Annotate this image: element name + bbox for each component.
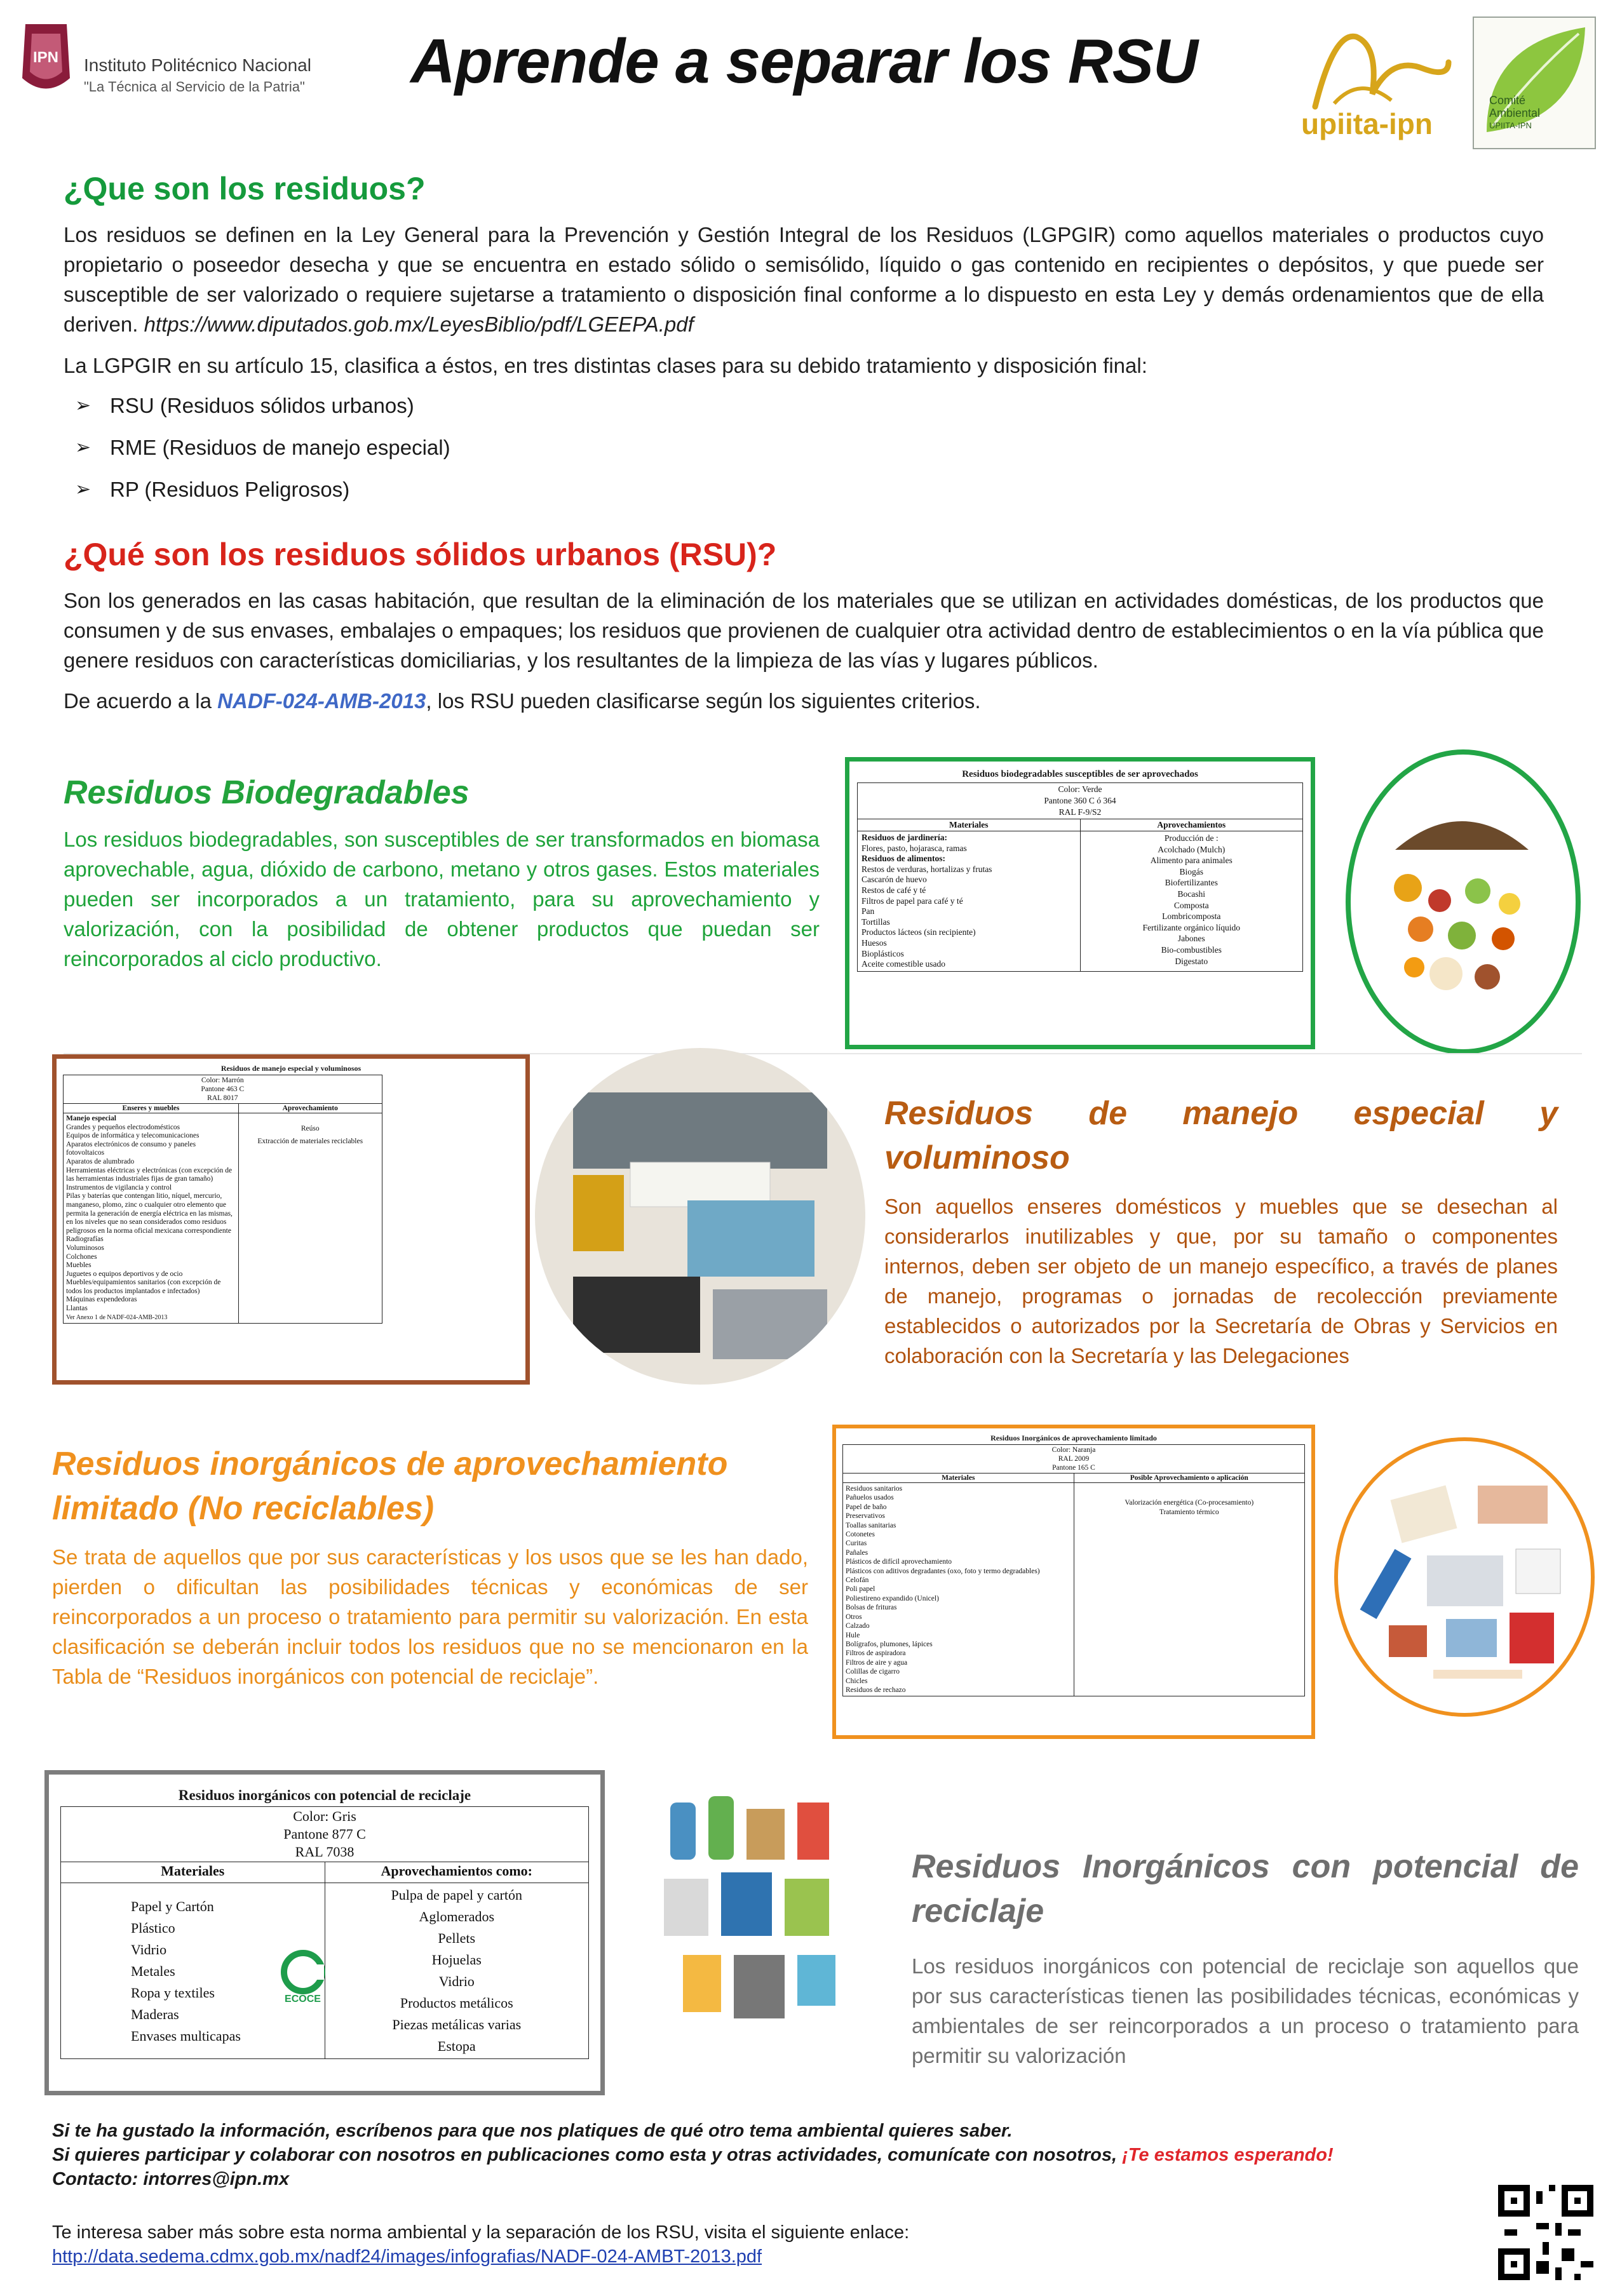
upiita-label: upiita-ipn [1301,107,1433,140]
footer-highlight: ¡Te estamos esperando! [1122,2145,1334,2165]
inorg-rec-table-ral: RAL 7038 [295,1844,355,1860]
footer-contact[interactable]: Contacto: intorres@ipn.mx [52,2169,290,2189]
inorg-rec-table [60,1806,589,2059]
organic-waste-icon [1351,755,1576,1049]
inorg-rec-col-uses: Aprovechamientos como: [325,1862,589,1883]
footer-line1: Si te ha gustado la información, escríbenos para que nos platiques de qué otro tema ambiental quieres saber. [52,2121,1013,2141]
bio-image [1346,749,1581,1054]
bio-col-materials: Materiales [858,819,1081,831]
rme-col-uses: Aprovechamiento [238,1104,382,1113]
ipn-name-line2: "La Técnica al Servicio de la Patria" [84,79,305,95]
bio-table-color: Color: Verde [1058,784,1102,794]
rme-table-pantone: Pantone 463 C [201,1085,245,1093]
list-item: ➢ RP (Residuos Peligrosos) [75,469,1028,511]
inorg-rec-table-title: Residuos inorgánicos con potencial de reciclaje [178,1787,471,1803]
rme-table-ral: RAL 8017 [207,1094,238,1102]
recyclable-waste-icon [626,1764,893,2069]
inorg-rec-paragraph: Los residuos inorgánicos con potencial de reciclaje son aquellos que por sus características tienen las posibilidades técnicas, económicas y ambientales de ser reincorporados a un proceso o tratamiento para permitir su valorización [912,1954,1579,2067]
inorg-rec-table-color: Color: Gris [293,1808,356,1824]
inorg-rec-uses-cell: Pulpa de papel y cartón Aglomerados Pellets Hojuelas Vidrio Productos metálicos Piezas metálicas varias Estopa ECOCE [325,1883,589,2059]
rme-table-title: Residuos de manejo especial y voluminosos [220,1064,361,1073]
bio-table-card [845,757,1315,1049]
rme-paragraph: Son aquellos enseres domésticos y muebles que se desechan al considerarlos inutilizables y que, por su tamaño o componentes internos, deben ser objeto de un manejo específico, a través de planes de manejo, programas o jornadas de recolección previamente establecidos o autorizados por la Secretaría de Obras y Servicios en colaboración con la Secretaría y las Delegaciones [884,1195,1558,1367]
rsu-heading: ¿Qué son los residuos sólidos urbanos (RSU)? [64,537,777,572]
bio-paragraph: Los residuos biodegradables, son susceptibles de ser transformados en biomasa aprovechable, agua, dióxido de carbono, metano y otros gases. Estos materiales pueden ser incorporados a un tratamiento, para su aprovechamiento y valorización, con la posibilidad de obtener productos que puedan ser reincorporados al ciclo productivo. [64,828,820,970]
rme-col-materials: Enseres y muebles [64,1104,239,1113]
rsu-paragraph: Son los generados en las casas habitación, que resultan de la eliminación de los materiales que se utilizan en actividades domésticas, de los productos que consumen y de sus envases, embalajes o empaques; los residuos que provienen de cualquier otra actividad dentro de establecimientos o en la vía pública que genere residuos con características domiciliarias, y los resultantes de la limpieza de las vías y lugares públicos. [64,589,1544,672]
inorg-lim-paragraph: Se trata de aquellos que por sus características y los usos que se les han dado, pierden o dificultan las posibilidades técnicas y económicas de ser reincorporados a un proceso o tratamiento para permitir su valorización. En esta clasificación se deberán incluir todos los residuos que no se mencionaron en la Tabla de “Residuos inorgánicos con potencial de reciclaje”. [52,1545,808,1688]
inorg-lim-table-card [832,1425,1315,1739]
inorg-rec-table-pantone: Pantone 877 C [283,1826,366,1842]
inorg-lim-table-pantone: Pantone 165 C [1052,1464,1095,1472]
comite-line3: UPIITA-IPN [1489,121,1532,130]
bulky-waste-icon [535,1048,865,1385]
norm-link[interactable]: NADF-024-AMB-2013 [217,689,426,713]
rme-heading-line1: Residuos de manejo especial y [884,1095,1558,1132]
rme-image [535,1048,865,1385]
comite-line2: Ambiental [1489,107,1541,119]
rsu-criteria-pre: De acuerdo a la [64,689,218,713]
rme-materials-cell: Manejo especial Grandes y pequeños electrodomésticos Equipos de informática y telecomunicaciones Aparatos electrónicos de consumo y paneles fotovoltaicos Aparatos de alumbrado Herramientas eléctricas y electrónicas (con excepción de las herramientas industriales fijas de gran tamaño) Instrumentos de vigilancia y control Pilas y baterías que contengan litio, níquel, mercurio, manganeso, plomo, zinc o cualquier otro elemento que permita la generación de energía eléctrica en las mismas, en los niveles que no sean considerados como residuos peligrosos en la norma oficial mexicana correspondiente Radiografías Voluminosos Colchones Muebles Juguetes o equipos deportivos y de ocio Muebles/equipamientos sanitarios (con excepción de todos los productos implantados e infectados) Máquinas expendedoras Llantas Ver Anexo 1 de NADF-024-AMB-2013 [64,1113,239,1324]
inorg-rec-heading: Residuos Inorgánicos con potencial de reciclaje [912,1848,1579,1930]
inorg-lim-materials-cell: Residuos sanitarios Pañuelos usados Papel de baño Preservativos Toallas sanitarias Cotonetes Curitas Pañales Plásticos de difícil aprovechamiento Plásticos con aditivos degradantes (oxo, foto y termo degradables) Celofán Poli papel Poliestireno expandido (Unicel) Bolsas de frituras Otros Calzado Hule Bolígrafos, plumones, lápices Filtros de aspiradora Filtros de aire y agua Colillas de cigarro Chicles Residuos de rechazo [843,1483,1074,1696]
inorg-lim-table-color: Color: Naranja [1051,1446,1096,1454]
bio-uses-cell: Producción de : Acolchado (Mulch) Alimento para animales Biogás Biofertilizantes Bocashi Composta Lombricomposta Fertilizante orgánico líquido Jabones Bio-combustibles Digestato [1080,831,1303,972]
inorg-lim-uses-cell: Valorización energética (Co-procesamiento) Tratamiento térmico [1074,1483,1305,1696]
rme-table [63,1075,382,1324]
intro-bullet-list [75,385,1028,511]
upiita-logo [1296,18,1461,145]
bio-heading: Residuos Biodegradables [64,774,470,811]
arrow-bullet-icon: ➢ [75,395,91,416]
bio-table [857,782,1303,972]
inorg-lim-table-title: Residuos Inorgánicos de aprovechamiento limitado [990,1433,1157,1442]
footer-more [52,2220,1450,2269]
intro-text: Los residuos se definen en la Ley General para la Prevención y Gestión Integral de los Residuos (LGPGIR) como aquellos materiales o productos cuyo propietario o poseedor desecha y que se encuentra en estado sólido o semisólido, líquido o gas contenido en recipientes o depósitos, y que puede ser susceptible de ser valorizado o requiere sujetarse a tratamiento o disposición final conforme a lo dispuesto en esta Ley y demás ordenamientos que de ella deriven. [64,223,1544,336]
qr-code[interactable] [1498,2185,1593,2280]
rme-uses-cell: Reúso Extracción de materiales reciclables [238,1113,382,1324]
list-item: ➢ RSU (Residuos sólidos urbanos) [75,385,1028,427]
footer-line2: Si quieres participar y colaborar con nosotros en publicaciones como esta y otras actividades, comunícate con nosotros, ¡Te estamos esperando! [52,2145,1334,2165]
inorg-lim-table-ral: RAL 2009 [1058,1455,1090,1463]
intro-link[interactable]: https://www.diputados.gob.mx/LeyesBiblio/pdf/LGEEPA.pdf [144,312,694,336]
intro-heading: ¿Que son los residuos? [64,171,426,206]
ecoce-logo [274,1947,332,2004]
rme-table-card [52,1054,530,1385]
intro-classify: La LGPGIR en su artículo 15, clasifica a éstos, en tres distintas clases para su debido tratamiento y disposición final: [64,354,1147,377]
footer-link[interactable]: http://data.sedema.cdmx.gob.mx/nadf24/images/infografias/NADF-024-AMBT-2013.pdf [52,2246,762,2267]
non-recyclable-waste-icon [1338,1441,1591,1713]
rme-table-color: Color: Marrón [201,1077,244,1084]
inorg-rec-image [626,1764,893,2069]
ipn-name-line1: Instituto Politécnico Nacional [84,55,311,75]
rsu-criteria [64,686,1544,716]
bio-materials-cell: Residuos de jardinería: Flores, pasto, hojarasca, ramas Residuos de alimentos: Restos de verduras, hortalizas y frutas Cascarón de huevo Restos de café y té Filtros de papel para café y té Pan Tortillas Productos lácteos (sin recipiente) Huesos Bioplásticos Aceite comestible usado [858,831,1081,972]
bio-table-title: Residuos biodegradables susceptibles de ser aprovechados [962,769,1198,779]
inorg-lim-image [1334,1437,1595,1717]
bio-table-ral: RAL F-9/S2 [1058,807,1102,817]
inorg-lim-table [842,1444,1305,1696]
bio-col-uses: Aprovechamientos [1080,819,1303,831]
qr-code-icon [1498,2185,1593,2280]
inorg-lim-col-materials: Materiales [843,1474,1074,1483]
intro-paragraph [64,220,1544,339]
svg-text:IPN: IPN [32,49,59,66]
footer-more-text: Te interesa saber más sobre esta norma ambiental y la separación de los RSU, visita el siguiente enlace: [52,2222,910,2243]
rme-heading: voluminoso [884,1139,1070,1176]
inorg-rec-materials-cell: Papel y Cartón Plástico Vidrio Metales Ropa y textiles Maderas Envases multicapas [61,1883,325,2059]
arrow-bullet-icon: ➢ [75,479,91,500]
inorg-lim-heading: Residuos inorgánicos de aprovechamiento limitado (No reciclables) [52,1446,728,1527]
inorg-rec-col-materials: Materiales [61,1862,325,1883]
list-item: ➢ RME (Residuos de manejo especial) [75,427,1028,469]
arrow-bullet-icon: ➢ [75,437,91,458]
rsu-criteria-post: , los RSU pueden clasificarse según los siguientes criterios. [426,689,981,713]
ecoce-label: ECOCE [285,1994,321,2004]
comite-ambiental-logo [1473,17,1596,149]
inorg-rec-table-card [44,1770,605,2095]
footer-invite [52,2119,1450,2191]
bio-table-pantone: Pantone 360 C ó 364 [1044,796,1116,805]
page-title: Aprende a separar los RSU [410,26,1198,96]
comite-line1: Comité [1489,94,1526,107]
inorg-lim-col-uses: Posible Aprovechamiento o aplicación [1074,1474,1305,1483]
